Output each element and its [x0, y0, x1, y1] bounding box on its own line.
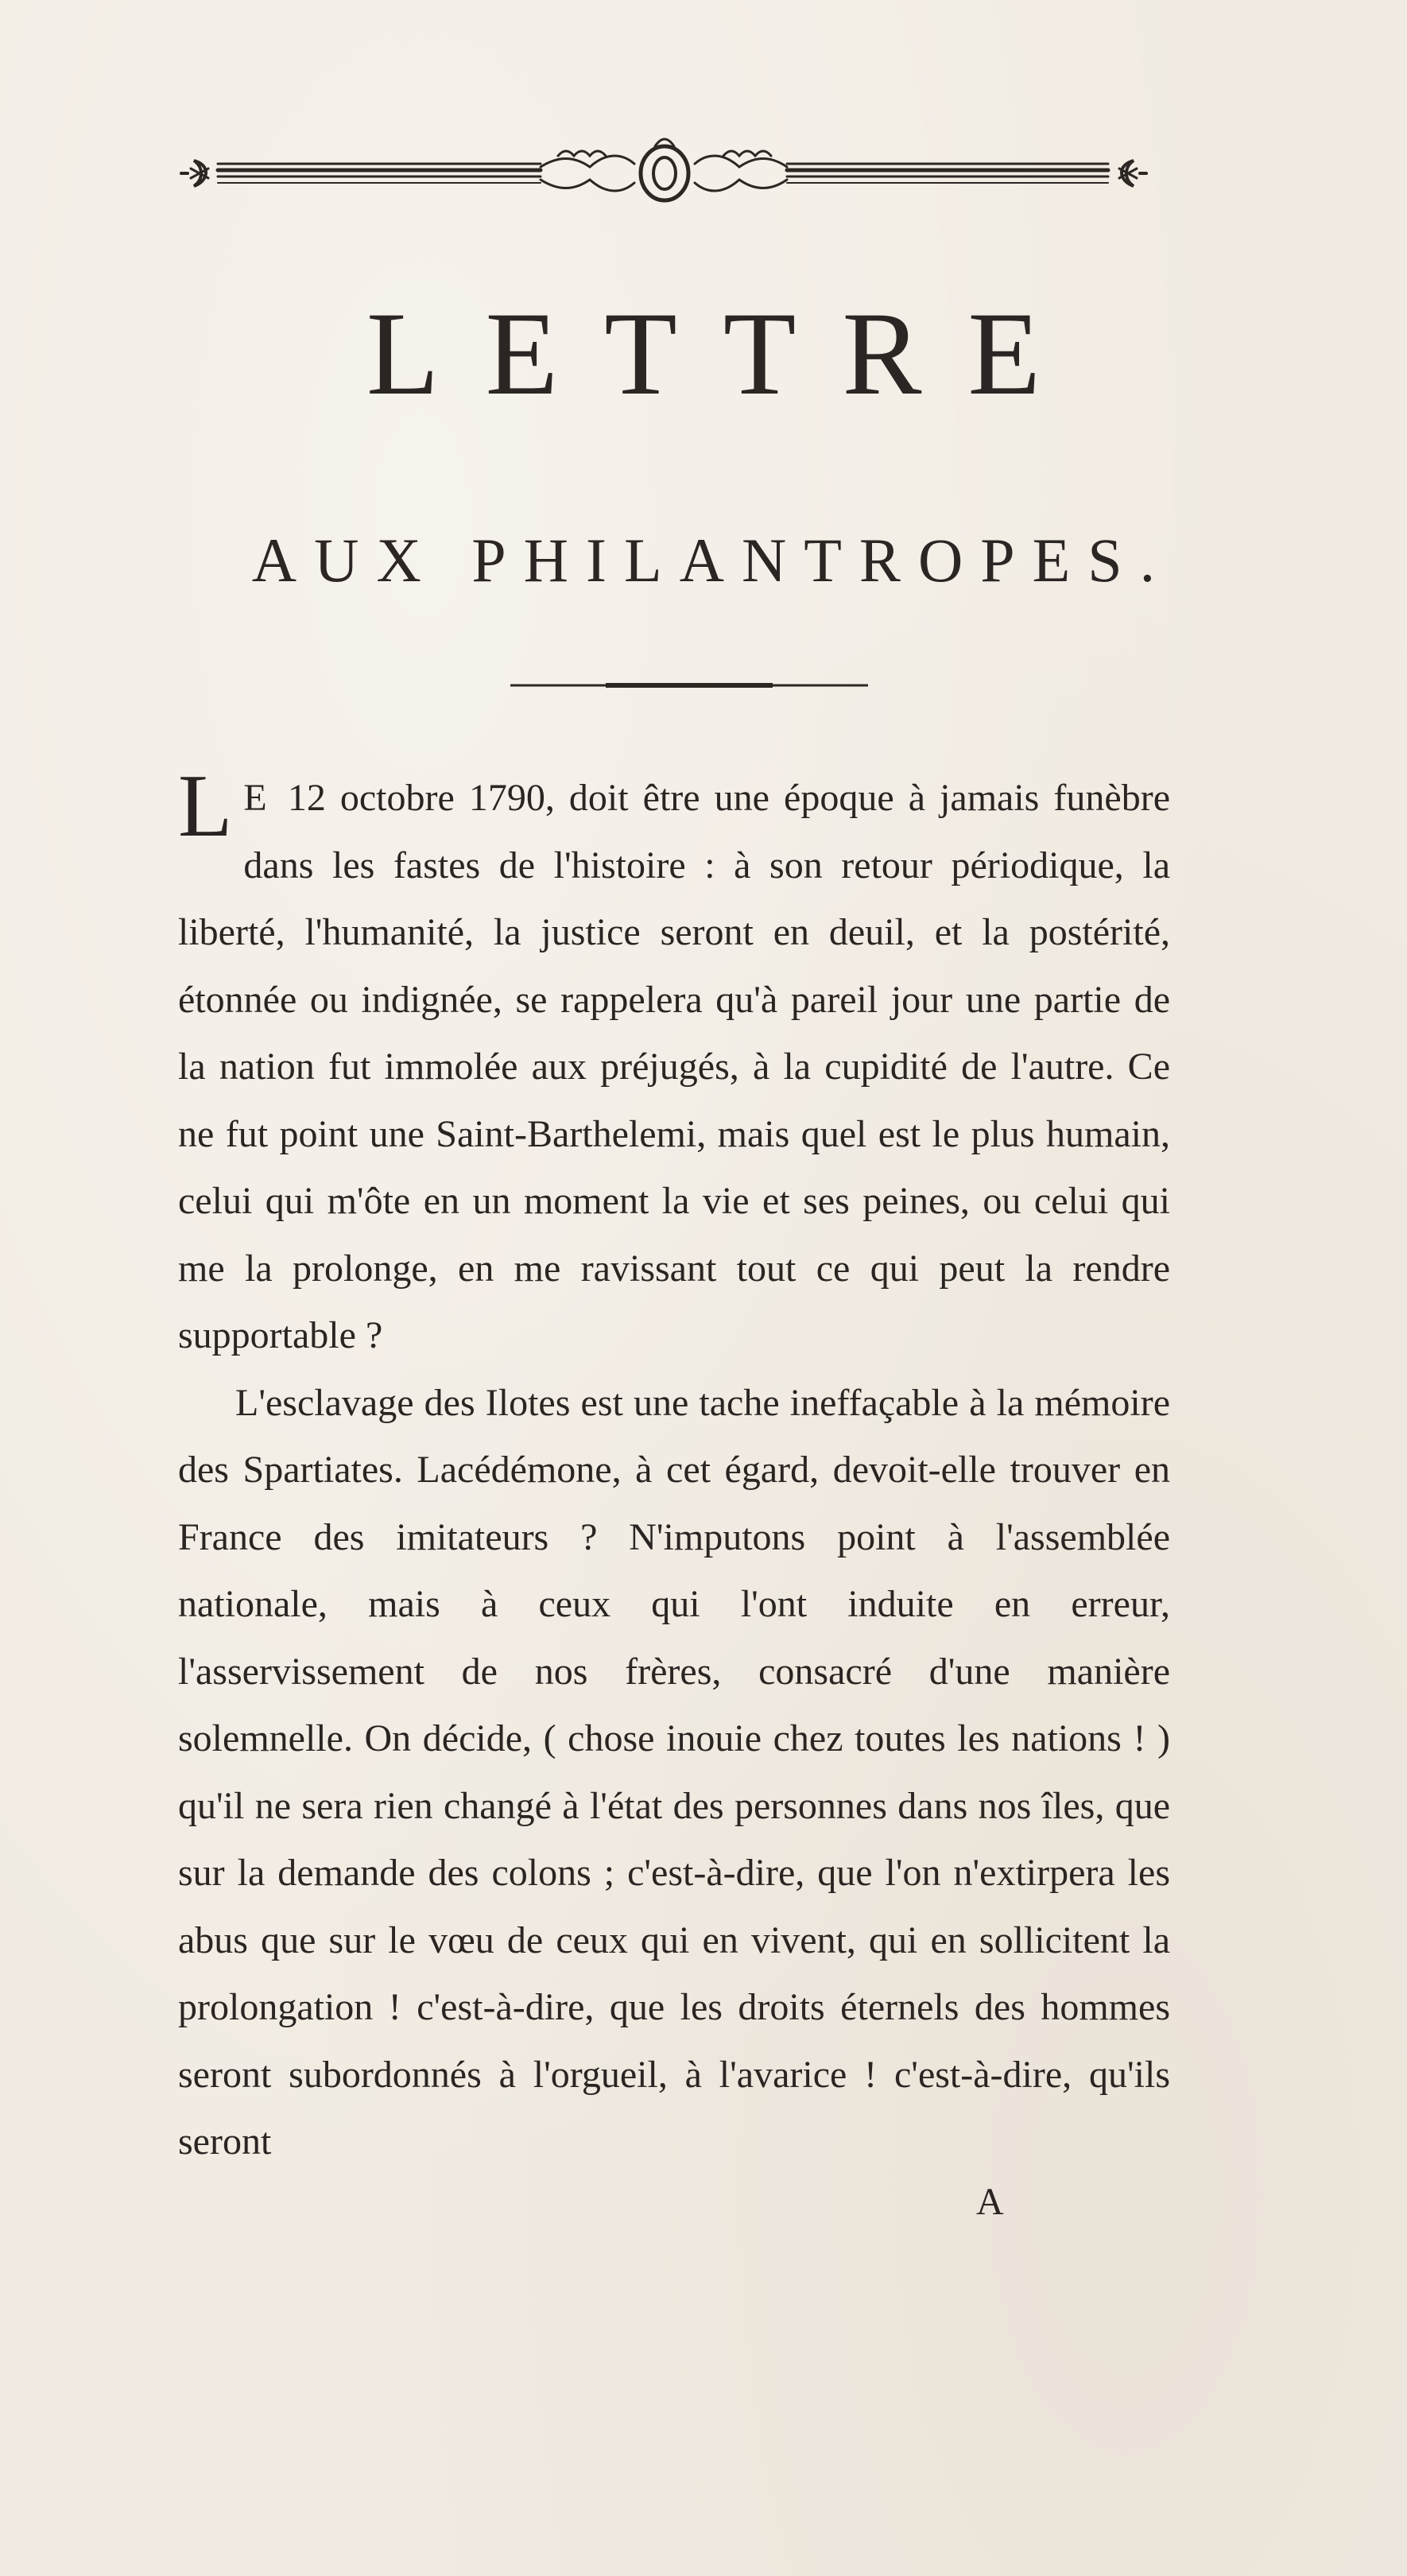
paragraph-1	[178, 757, 1170, 1370]
section-divider-rule	[510, 682, 868, 689]
paragraph-1-text: 12 octobre 1790, doit être une époque à jamais funèbre dans les fastes de l'histoire : à son retour périodique, la liberté, l'humanité, la justice seront en deuil, et la postérité, étonnée ou indignée, se rappelera qu'à pareil jour une partie de la nation fut immolée aux préjugés, à la cupidité de l'autre. Ce ne fut point une Saint-Barthelemi, mais quel est le plus humain, celui qui m'ôte en un moment la vie et ses peines, ou celui qui me la prolonge, en me ravissant tout ce qui peut la rendre supportable ?	[178, 777, 1170, 1356]
letter-body	[178, 757, 1170, 2176]
first-word-rest: E	[243, 777, 273, 819]
page-subtitle: AUX PHILANTROPES.	[251, 526, 1173, 595]
dropcap-letter: L	[178, 757, 233, 855]
paragraph-2: L'esclavage des Ilotes est une tache ineffaçable à la mémoire des Spartiates. Lacédémone, à cet égard, devoit-elle trouver en France des imitateurs ? N'imputons point à l'assemblée nationale, mais à ceux qui l'ont induite en erreur, l'asservissement de nos frères, consacré d'une manière solemnelle. On décide, ( chose inouie chez toutes les nations ! ) qu'il ne sera rien changé à l'état des personnes dans nos îles, que sur la demande des colons ; c'est-à-dire, que l'on n'extirpera les abus que sur le vœu de ceux qui en vivent, qui en sollicitent la prolongation ! c'est-à-dire, que les droits éternels des hommes seront subordonnés à l'orgueil, à l'avarice ! c'est-à-dire, qu'ils seront	[178, 1381, 1170, 2163]
page-title: LETTRE	[366, 288, 1087, 420]
decorative-header-ornament	[176, 132, 1151, 211]
signature-mark: A	[976, 2181, 1004, 2223]
